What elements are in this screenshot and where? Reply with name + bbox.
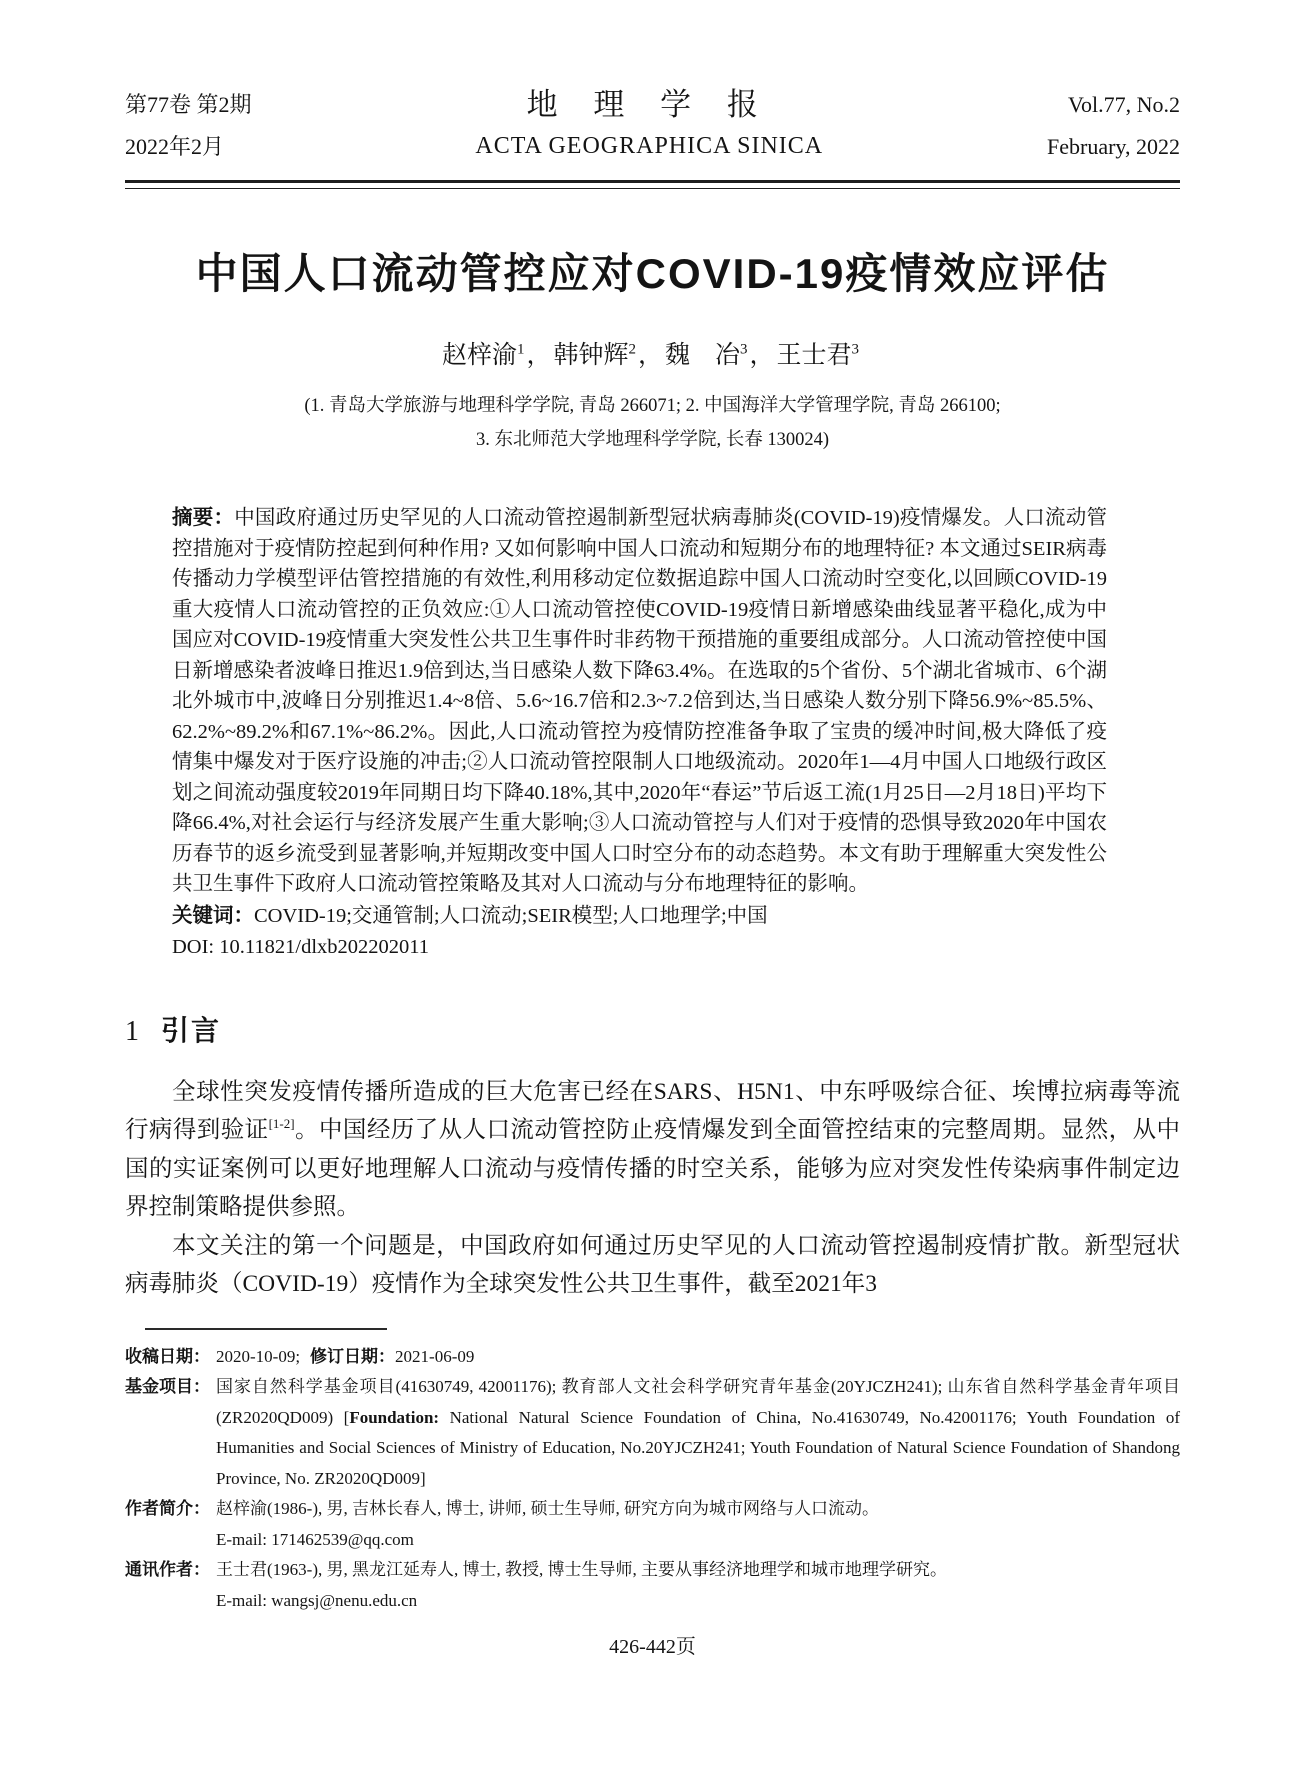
author-bio-text: 赵梓渝(1986-), 男, 吉林长春人, 博士, 讲师, 硕士生导师, 研究方向为城市网络与人口流动。 xyxy=(216,1499,879,1518)
masthead-divider xyxy=(125,180,1180,189)
masthead-right xyxy=(1047,84,1180,168)
affiliations xyxy=(125,389,1180,457)
author-3-name: 魏 冶 xyxy=(665,342,741,369)
issue-date-en: February, 2022 xyxy=(1047,134,1180,159)
foundation-label-en: Foundation: xyxy=(349,1407,440,1427)
foundation-text-en: National Natural Science Foundation of China, No.41630749, No.42001176; Youth Foundation of Humanities and Social Sciences of Ministry of Education, No.20YJCZH241; Youth Foundation of Natural Science Foundation of Shandong Province, No. ZR2020QD009] xyxy=(216,1407,1180,1488)
corresponding-author-content xyxy=(216,1555,1180,1616)
received-date-value: 2020-10-09; xyxy=(216,1346,301,1366)
revised-date-label: 修订日期： xyxy=(310,1346,396,1366)
author-bio-label: 作者简介： xyxy=(125,1499,210,1518)
revised-date-value: 2021-06-09 xyxy=(395,1346,475,1366)
foundation-text-cn: 国家自然科学基金项目(41630749, 42001176); 教育部人文社会科学研究青年基金(20YJCZH241); 山东省自然科学基金青年项目(ZR2020QD009) [ xyxy=(216,1377,1180,1427)
masthead-center xyxy=(252,84,1047,166)
received-date-label: 收稿日期： xyxy=(125,1346,210,1366)
intro-p1-text: 全球性突发疫情传播所造成的巨大危害已经在SARS、H5N1、中东呼吸综合征、埃博拉病毒等流行病得到验证 xyxy=(125,1078,1180,1143)
author-bio-content xyxy=(216,1494,1180,1555)
footnote-foundation xyxy=(125,1372,1180,1494)
author-separator: ， xyxy=(637,342,663,369)
citation-ref: [1-2] xyxy=(268,1116,295,1132)
abstract-label: 摘要： xyxy=(172,506,235,529)
journal-title-cn: 地 理 学 报 xyxy=(526,87,772,122)
author-separator: ， xyxy=(526,342,552,369)
author-1-affil-sup: 1 xyxy=(516,341,525,358)
author-4-name: 王士君 xyxy=(776,342,852,369)
section-number: 1 xyxy=(125,1015,139,1047)
article-title: 中国人口流动管控应对COVID-19疫情效应评估 xyxy=(195,250,1110,297)
author-2-affil-sup: 2 xyxy=(628,341,636,358)
issue-volume-cn: 第77卷 第2期 xyxy=(125,92,252,117)
author-2-name: 韩钟辉 xyxy=(553,342,629,369)
footnotes xyxy=(125,1342,1180,1617)
keywords-text: COVID-19;交通管制;人口流动;SEIR模型;人口地理学;中国 xyxy=(254,904,768,927)
issue-date-cn: 2022年2月 xyxy=(125,134,225,159)
issue-volume-en: Vol.77, No.2 xyxy=(1067,92,1180,117)
footnote-corresponding-author xyxy=(125,1555,1180,1616)
keywords-label: 关键词： xyxy=(172,903,254,927)
intro-paragraph-2: 本文关注的第一个问题是，中国政府如何通过历史罕见的人口流动管控遏制疫情扩散。新型冠状病毒肺炎（COVID-19）疫情作为全球突发性公共卫生事件，截至2021年3 xyxy=(125,1232,1180,1297)
journal-title-en: ACTA GEOGRAPHICA SINICA xyxy=(475,133,824,159)
intro-paragraph-1 xyxy=(125,1073,1180,1227)
author-1 xyxy=(442,342,554,369)
author-line xyxy=(125,335,1180,371)
author-4 xyxy=(777,342,864,369)
author-separator: ， xyxy=(749,342,775,369)
keywords-line xyxy=(172,901,1107,932)
author-3-affil-sup: 3 xyxy=(740,341,748,358)
doi-line: DOI: 10.11821/dlxb202202011 xyxy=(172,936,430,958)
affiliation-line-2: 3. 东北师范大学地理科学学院, 长春 130024) xyxy=(475,430,830,450)
author-4-affil-sup: 3 xyxy=(851,341,860,358)
abstract-section xyxy=(172,503,1107,963)
section-1-heading xyxy=(125,1009,1180,1049)
corresponding-author-text: 王士君(1963-), 男, 黑龙江延寿人, 博士, 教授, 博士生导师, 主要从事经济地理学和城市地理学研究。 xyxy=(216,1560,947,1579)
footnote-author-bio xyxy=(125,1494,1180,1555)
introduction-body xyxy=(125,1073,1180,1304)
foundation-label: 基金项目： xyxy=(125,1377,210,1396)
intro-p1-text-cont: 。中国经历了从人口流动管控防止疫情爆发到全面管控结束的完整周期。显然，从中国的实证案例可以更好地理解人口流动与疫情传播的时空关系，能够为应对突发性传染病事件制定边界控制策略提供参照。 xyxy=(125,1117,1181,1220)
author-1-name: 赵梓渝 xyxy=(441,342,517,369)
affiliation-line-1: (1. 青岛大学旅游与地理科学学院, 青岛 266071; 2. 中国海洋大学管理学院, 青岛 266100; xyxy=(304,396,1001,416)
footnote-dates xyxy=(125,1342,1180,1373)
page-range: 426-442页 xyxy=(609,1636,696,1658)
corresponding-author-label: 通讯作者： xyxy=(125,1560,210,1579)
author-2 xyxy=(553,342,665,369)
author-3 xyxy=(665,342,777,369)
section-title: 引言 xyxy=(161,1014,222,1046)
masthead-left xyxy=(125,84,252,168)
abstract-paragraph xyxy=(172,503,1107,900)
footnote-separator xyxy=(145,1328,387,1330)
footnote-dates-content xyxy=(216,1342,1180,1373)
corresponding-author-email: E-mail: wangsj@nenu.edu.cn xyxy=(216,1590,418,1610)
foundation-content xyxy=(216,1372,1180,1494)
abstract-text: 中国政府通过历史罕见的人口流动管控遏制新型冠状病毒肺炎(COVID-19)疫情爆发。人口流动管控措施对于疫情防控起到何种作用? 又如何影响中国人口流动和短期分布的地理特征? 本文通过SEIR病毒传播动力学模型评估管控措施的有效性,利用移动定位数据追踪中国人口流动时空变化,以回顾COVID-19重大疫情人口流动管控的正负效应:①人口流动管控使COVID-19疫情日新增感染曲线显著平稳化,成为中国应对COVID-19疫情重大突发性公共卫生事件时非药物干预措施的重要组成部分。人口流动管控使中国日新增感染者波峰日推迟1.9倍到达,当日感染人数下降63.4%。在选取的5个省份、5个湖北省城市、6个湖北外城市中,波峰日分别推迟1.4~8倍、5.6~16.7倍和2.3~7.2倍到达,当日感染人数分别下降56.9%~85.5%、62.2%~89.2%和67.1%~86.2%。因此,人口流动管控为疫情防控准备争取了宝贵的缓冲时间,极大降低了疫情集中爆发对于医疗设施的冲击;②人口流动管控限制人口地级流动。2020年1—4月中国人口地级行政区划之间流动强度较2019年同期日均下降40.18%,其中,2020年“春运”节后返工流(1月25日—2月18日)平均下降66.4%,对社会运行与经济发展产生重大影响;③人口流动管控与人们对于疫情的恐惧导致2020年中国农历春节的返乡流受到显著影响,并短期改变中国人口时空分布的动态趋势。本文有助于理解重大突发性公共卫生事件下政府人口流动管控策略及其对人口流动与分布地理特征的影响。 xyxy=(172,507,1107,895)
journal-masthead xyxy=(125,84,1180,168)
author-bio-email: E-mail: 171462539@qq.com xyxy=(216,1529,414,1549)
